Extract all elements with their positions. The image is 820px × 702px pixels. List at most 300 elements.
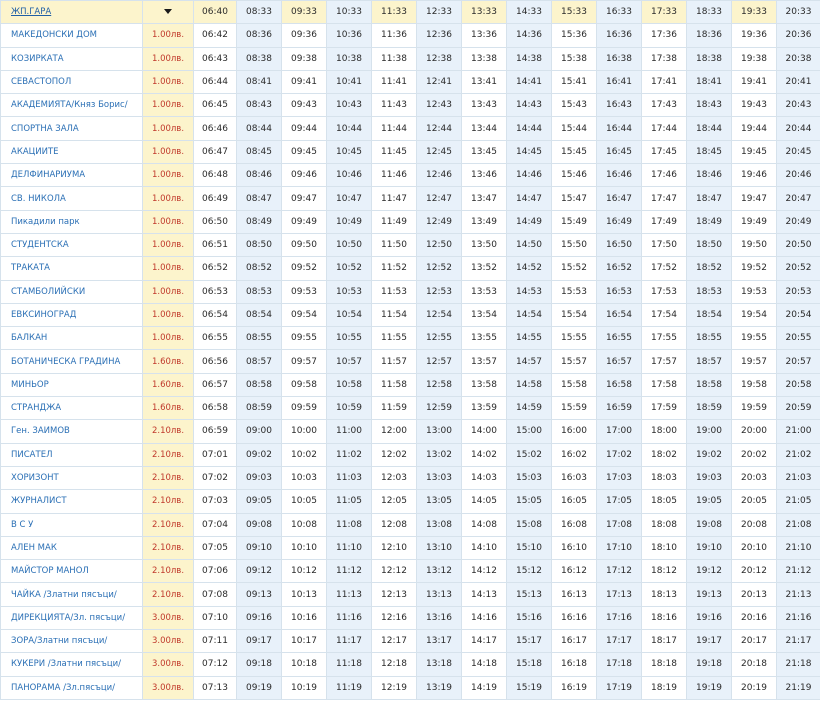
arrival-time: 15:47 [552,187,597,210]
table-row [1,653,820,676]
arrival-time: 21:00 [777,420,820,443]
arrival-time: 17:58 [642,373,687,396]
arrival-time: 15:52 [552,257,597,280]
arrival-time: 11:47 [372,187,417,210]
arrival-time: 13:38 [462,47,507,70]
table-row [1,70,820,93]
arrival-time: 17:10 [597,536,642,559]
arrival-time: 09:44 [282,117,327,140]
arrival-time: 14:45 [507,140,552,163]
arrival-time: 10:36 [327,24,372,47]
stop-name-link[interactable]: АЛЕН МАК [1,536,143,559]
arrival-time: 10:38 [327,47,372,70]
arrival-time: 14:41 [507,70,552,93]
stop-name-link[interactable]: СТУДЕНТСКА [1,233,143,256]
stop-dropdown-toggle[interactable] [143,1,194,24]
arrival-time: 13:45 [462,140,507,163]
arrival-time: 17:02 [597,443,642,466]
arrival-time: 10:49 [327,210,372,233]
arrival-time: 19:47 [732,187,777,210]
arrival-time: 17:38 [642,47,687,70]
fare-price: 3.00лв. [143,653,194,676]
arrival-time: 09:50 [282,233,327,256]
arrival-time: 15:16 [507,606,552,629]
arrival-time: 16:52 [597,257,642,280]
arrival-time: 13:02 [417,443,462,466]
arrival-time: 09:45 [282,140,327,163]
arrival-time: 13:47 [462,187,507,210]
arrival-time: 09:59 [282,397,327,420]
arrival-time: 19:38 [732,47,777,70]
arrival-time: 18:55 [687,327,732,350]
stop-name-link[interactable]: МИНЬОР [1,373,143,396]
arrival-time: 19:36 [732,24,777,47]
table-row [1,466,820,489]
table-row [1,140,820,163]
arrival-time: 06:43 [194,47,237,70]
arrival-time: 18:49 [687,210,732,233]
arrival-time: 14:46 [507,164,552,187]
arrival-time: 10:58 [327,373,372,396]
arrival-time: 19:05 [687,490,732,513]
departure-time: 15:33 [552,1,597,24]
arrival-time: 08:43 [237,94,282,117]
arrival-time: 20:10 [732,536,777,559]
arrival-time: 15:50 [552,233,597,256]
fare-price: 1.00лв. [143,24,194,47]
arrival-time: 21:18 [777,653,820,676]
arrival-time: 09:05 [237,490,282,513]
arrival-time: 06:54 [194,303,237,326]
fare-price: 1.00лв. [143,280,194,303]
stop-name-link[interactable]: ЖУРНАЛИСТ [1,490,143,513]
arrival-time: 15:08 [507,513,552,536]
arrival-time: 19:52 [732,257,777,280]
arrival-time: 11:36 [372,24,417,47]
arrival-time: 19:57 [732,350,777,373]
arrival-time: 09:13 [237,583,282,606]
arrival-time: 06:44 [194,70,237,93]
arrival-time: 16:18 [552,653,597,676]
stop-name-link[interactable]: В С У [1,513,143,536]
arrival-time: 16:59 [597,397,642,420]
arrival-time: 15:55 [552,327,597,350]
arrival-time: 14:38 [507,47,552,70]
arrival-time: 06:53 [194,280,237,303]
arrival-time: 08:57 [237,350,282,373]
arrival-time: 17:13 [597,583,642,606]
arrival-time: 21:08 [777,513,820,536]
fare-price: 1.00лв. [143,164,194,187]
arrival-time: 12:55 [417,327,462,350]
arrival-time: 11:19 [327,676,372,699]
header-row [1,1,820,24]
arrival-time: 17:55 [642,327,687,350]
arrival-time: 06:58 [194,397,237,420]
arrival-time: 16:53 [597,280,642,303]
arrival-time: 13:41 [462,70,507,93]
stop-name-link[interactable]: СПОРТНА ЗАЛА [1,117,143,140]
arrival-time: 17:57 [642,350,687,373]
arrival-time: 17:19 [597,676,642,699]
arrival-time: 16:17 [552,630,597,653]
arrival-time: 19:46 [732,164,777,187]
arrival-time: 11:57 [372,350,417,373]
arrival-time: 12:54 [417,303,462,326]
fare-price: 1.00лв. [143,140,194,163]
arrival-time: 19:02 [687,443,732,466]
arrival-time: 16:16 [552,606,597,629]
arrival-time: 11:03 [327,466,372,489]
arrival-time: 17:47 [642,187,687,210]
arrival-time: 16:57 [597,350,642,373]
arrival-time: 14:57 [507,350,552,373]
arrival-time: 10:52 [327,257,372,280]
arrival-time: 11:55 [372,327,417,350]
arrival-time: 18:45 [687,140,732,163]
arrival-time: 14:53 [507,280,552,303]
arrival-time: 13:10 [417,536,462,559]
arrival-time: 14:54 [507,303,552,326]
arrival-time: 06:55 [194,327,237,350]
table-row [1,373,820,396]
arrival-time: 13:43 [462,94,507,117]
arrival-time: 10:41 [327,70,372,93]
arrival-time: 17:00 [597,420,642,443]
arrival-time: 13:08 [417,513,462,536]
arrival-time: 13:17 [417,630,462,653]
arrival-time: 17:46 [642,164,687,187]
fare-price: 1.00лв. [143,47,194,70]
arrival-time: 19:43 [732,94,777,117]
arrival-time: 07:06 [194,560,237,583]
arrival-time: 12:16 [372,606,417,629]
arrival-time: 06:50 [194,210,237,233]
arrival-time: 11:45 [372,140,417,163]
arrival-time: 09:46 [282,164,327,187]
arrival-time: 08:47 [237,187,282,210]
arrival-time: 12:05 [372,490,417,513]
arrival-time: 17:05 [597,490,642,513]
arrival-time: 18:46 [687,164,732,187]
arrival-time: 13:53 [462,280,507,303]
stop-name-link[interactable]: ПАНОРАМА /Зл.пясъци/ [1,676,143,699]
arrival-time: 18:00 [642,420,687,443]
stop-name-link[interactable]: БАЛКАН [1,327,143,350]
table-row [1,630,820,653]
arrival-time: 20:50 [777,233,820,256]
arrival-time: 12:18 [372,653,417,676]
table-row [1,24,820,47]
arrival-time: 06:42 [194,24,237,47]
arrival-time: 14:00 [462,420,507,443]
arrival-time: 10:54 [327,303,372,326]
stop-name-link[interactable]: ТРАКАТА [1,257,143,280]
arrival-time: 12:02 [372,443,417,466]
arrival-time: 17:59 [642,397,687,420]
departure-time: 06:40 [194,1,237,24]
arrival-time: 09:55 [282,327,327,350]
arrival-time: 09:12 [237,560,282,583]
arrival-time: 19:58 [732,373,777,396]
arrival-time: 15:10 [507,536,552,559]
arrival-time: 09:52 [282,257,327,280]
stop-name-link[interactable]: ХОРИЗОНТ [1,466,143,489]
arrival-time: 18:16 [642,606,687,629]
departure-time: 10:33 [327,1,372,24]
arrival-time: 07:03 [194,490,237,513]
arrival-time: 15:46 [552,164,597,187]
arrival-time: 12:00 [372,420,417,443]
arrival-time: 06:51 [194,233,237,256]
arrival-time: 06:52 [194,257,237,280]
fare-price: 1.00лв. [143,327,194,350]
arrival-time: 13:36 [462,24,507,47]
arrival-time: 17:41 [642,70,687,93]
arrival-time: 15:41 [552,70,597,93]
stop-name-link[interactable]: ЕВКСИНОГРАД [1,303,143,326]
arrival-time: 21:03 [777,466,820,489]
arrival-time: 08:45 [237,140,282,163]
stop-name-link[interactable]: АКАЦИИТЕ [1,140,143,163]
arrival-time: 14:05 [462,490,507,513]
departure-time: 17:33 [642,1,687,24]
arrival-time: 10:17 [282,630,327,653]
arrival-time: 20:16 [732,606,777,629]
arrival-time: 12:43 [417,94,462,117]
origin-stop-name[interactable]: ЖП.ГАРА [1,1,143,24]
fare-price: 1.00лв. [143,303,194,326]
arrival-time: 20:41 [777,70,820,93]
arrival-time: 11:17 [327,630,372,653]
arrival-time: 11:02 [327,443,372,466]
arrival-time: 20:59 [777,397,820,420]
arrival-time: 12:49 [417,210,462,233]
table-row [1,94,820,117]
stop-name-link[interactable]: ЗОРА/Златни пясъци/ [1,630,143,653]
arrival-time: 12:46 [417,164,462,187]
table-row [1,350,820,373]
arrival-time: 12:10 [372,536,417,559]
arrival-time: 13:50 [462,233,507,256]
arrival-time: 15:49 [552,210,597,233]
arrival-time: 12:52 [417,257,462,280]
stop-name-link[interactable]: АКАДЕМИЯТА/Княз Борис/ [1,94,143,117]
arrival-time: 17:08 [597,513,642,536]
arrival-time: 16:49 [597,210,642,233]
table-row [1,303,820,326]
arrival-time: 16:03 [552,466,597,489]
arrival-time: 08:58 [237,373,282,396]
table-row [1,117,820,140]
fare-price: 1.00лв. [143,233,194,256]
arrival-time: 08:59 [237,397,282,420]
table-row [1,583,820,606]
stop-name-link[interactable]: КОЗИРКАТА [1,47,143,70]
arrival-time: 10:44 [327,117,372,140]
fare-price: 2.10лв. [143,583,194,606]
arrival-time: 16:58 [597,373,642,396]
arrival-time: 09:53 [282,280,327,303]
arrival-time: 11:54 [372,303,417,326]
arrival-time: 18:54 [687,303,732,326]
departure-time: 18:33 [687,1,732,24]
arrival-time: 20:08 [732,513,777,536]
arrival-time: 19:19 [687,676,732,699]
arrival-time: 19:50 [732,233,777,256]
stop-name-link[interactable]: ДИРЕКЦИЯТА/Зл. пясъци/ [1,606,143,629]
arrival-time: 16:08 [552,513,597,536]
arrival-time: 10:18 [282,653,327,676]
arrival-time: 18:10 [642,536,687,559]
arrival-time: 17:49 [642,210,687,233]
arrival-time: 06:59 [194,420,237,443]
arrival-time: 20:54 [777,303,820,326]
arrival-time: 14:50 [507,233,552,256]
arrival-time: 12:19 [372,676,417,699]
arrival-time: 15:44 [552,117,597,140]
arrival-time: 14:49 [507,210,552,233]
arrival-time: 13:59 [462,397,507,420]
arrival-time: 19:44 [732,117,777,140]
arrival-time: 16:54 [597,303,642,326]
arrival-time: 15:03 [507,466,552,489]
arrival-time: 14:55 [507,327,552,350]
arrival-time: 09:10 [237,536,282,559]
arrival-time: 10:47 [327,187,372,210]
stop-name-link[interactable]: СЕВАСТОПОЛ [1,70,143,93]
arrival-time: 09:54 [282,303,327,326]
stop-name-link[interactable]: ЧАЙКА /Златни пясъци/ [1,583,143,606]
arrival-time: 12:13 [372,583,417,606]
arrival-time: 19:41 [732,70,777,93]
arrival-time: 10:53 [327,280,372,303]
arrival-time: 18:38 [687,47,732,70]
arrival-time: 13:52 [462,257,507,280]
fare-price: 2.10лв. [143,513,194,536]
stop-name-link[interactable]: СТРАНДЖА [1,397,143,420]
arrival-time: 19:49 [732,210,777,233]
arrival-time: 18:12 [642,560,687,583]
stop-name-link[interactable]: Ген. ЗАИМОВ [1,420,143,443]
arrival-time: 14:12 [462,560,507,583]
arrival-time: 13:46 [462,164,507,187]
arrival-time: 13:58 [462,373,507,396]
arrival-time: 13:18 [417,653,462,676]
arrival-time: 16:55 [597,327,642,350]
stop-name-link[interactable]: КУКЕРИ /Златни пясъци/ [1,653,143,676]
arrival-time: 07:11 [194,630,237,653]
arrival-time: 21:13 [777,583,820,606]
arrival-time: 07:08 [194,583,237,606]
arrival-time: 20:49 [777,210,820,233]
fare-price: 1.60лв. [143,373,194,396]
arrival-time: 09:08 [237,513,282,536]
arrival-time: 11:05 [327,490,372,513]
stop-name-link[interactable]: ПИСАТЕЛ [1,443,143,466]
arrival-time: 15:59 [552,397,597,420]
arrival-time: 15:19 [507,676,552,699]
arrival-time: 11:46 [372,164,417,187]
arrival-time: 12:59 [417,397,462,420]
arrival-time: 15:38 [552,47,597,70]
arrival-time: 11:38 [372,47,417,70]
arrival-time: 19:45 [732,140,777,163]
arrival-time: 06:48 [194,164,237,187]
table-row [1,513,820,536]
arrival-time: 06:45 [194,94,237,117]
arrival-time: 11:18 [327,653,372,676]
arrival-time: 19:55 [732,327,777,350]
arrival-time: 15:36 [552,24,597,47]
arrival-time: 12:47 [417,187,462,210]
arrival-time: 15:00 [507,420,552,443]
arrival-time: 08:41 [237,70,282,93]
arrival-time: 16:00 [552,420,597,443]
departure-time: 12:33 [417,1,462,24]
stop-name-link[interactable]: СТАМБОЛИЙСКИ [1,280,143,303]
arrival-time: 15:57 [552,350,597,373]
arrival-time: 19:18 [687,653,732,676]
stop-name-link[interactable]: ДЕЛФИНАРИУМА [1,164,143,187]
arrival-time: 20:57 [777,350,820,373]
arrival-time: 17:03 [597,466,642,489]
arrival-time: 14:02 [462,443,507,466]
arrival-time: 11:53 [372,280,417,303]
stop-name-link[interactable]: Пикадили парк [1,210,143,233]
arrival-time: 10:00 [282,420,327,443]
departure-time: 19:33 [732,1,777,24]
arrival-time: 10:19 [282,676,327,699]
arrival-time: 19:53 [732,280,777,303]
arrival-time: 21:17 [777,630,820,653]
arrival-time: 15:02 [507,443,552,466]
stop-name-link[interactable]: МАЙСТОР МАНОЛ [1,560,143,583]
arrival-time: 08:52 [237,257,282,280]
arrival-time: 18:02 [642,443,687,466]
stop-name-link[interactable]: БОТАНИЧЕСКА ГРАДИНА [1,350,143,373]
arrival-time: 20:05 [732,490,777,513]
arrival-time: 19:59 [732,397,777,420]
arrival-time: 19:16 [687,606,732,629]
arrival-time: 09:57 [282,350,327,373]
arrival-time: 10:45 [327,140,372,163]
fare-price: 2.10лв. [143,420,194,443]
arrival-time: 18:18 [642,653,687,676]
stop-name-link[interactable]: МАКЕДОНСКИ ДОМ [1,24,143,47]
fare-price: 3.00лв. [143,676,194,699]
arrival-time: 09:16 [237,606,282,629]
arrival-time: 15:17 [507,630,552,653]
arrival-time: 15:53 [552,280,597,303]
arrival-time: 13:54 [462,303,507,326]
arrival-time: 20:58 [777,373,820,396]
arrival-time: 09:18 [237,653,282,676]
stop-name-link[interactable]: СВ. НИКОЛА [1,187,143,210]
arrival-time: 20:43 [777,94,820,117]
arrival-time: 19:03 [687,466,732,489]
arrival-time: 18:03 [642,466,687,489]
arrival-time: 16:19 [552,676,597,699]
arrival-time: 20:46 [777,164,820,187]
arrival-time: 07:04 [194,513,237,536]
arrival-time: 19:10 [687,536,732,559]
arrival-time: 16:44 [597,117,642,140]
fare-price: 1.00лв. [143,70,194,93]
arrival-time: 11:08 [327,513,372,536]
arrival-time: 12:57 [417,350,462,373]
arrival-time: 12:44 [417,117,462,140]
